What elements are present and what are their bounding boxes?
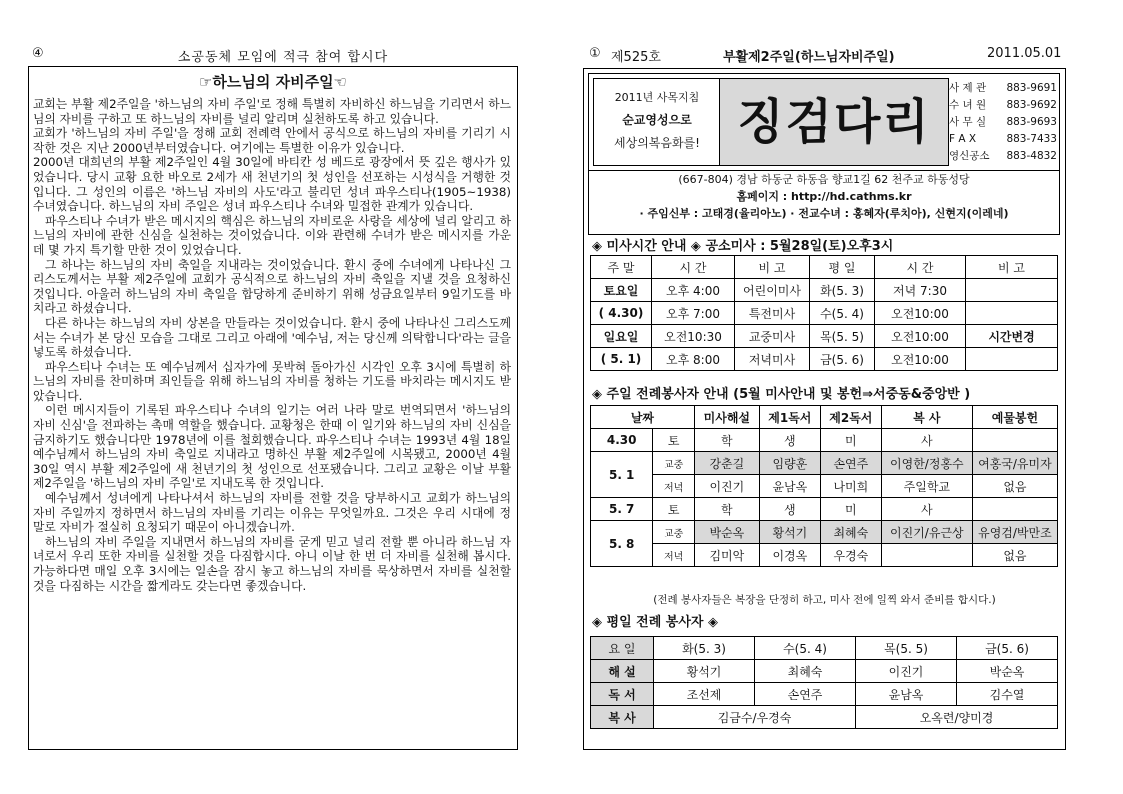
table-row: 4.30 토 학 생 미 사 bbox=[591, 429, 1058, 452]
table-header: 주 말 bbox=[591, 256, 652, 279]
article-paragraph: 2000년 대희년의 부활 제2주일인 4월 30일에 바티칸 성 베드로 광장에서 뜻 깊은 행사가 있었습니다. 당시 교황 요한 바오로 2세가 새 천년기의 첫 성인을 선포하는 시성식을 거행한 것입니다. 그 성인의 이름은 '하느님 자비의 사도'라고 불리던 성녀 파우스티나(1905~1938) 수녀였습니다. 하느님의 자비 주일은 성녀 파우스티나 수녀와 밀접한 관계가 있습니다. bbox=[33, 155, 511, 214]
contact-row: F A X 883-7433 bbox=[949, 133, 1057, 145]
parish-info bbox=[589, 170, 1059, 222]
issue-date: 2011.05.01 bbox=[987, 46, 1062, 61]
article-paragraph: 그 하나는 하느님의 자비 축일을 지내라는 것이었습니다. 환시 중에 수녀에게 나타나신 그리스도께서는 부활 제2주일에 교회가 공식적으로 하느님의 자비 축일을 지낼 것을 요청하신 것입니다. 아울러 하느님의 자비 축일을 합당하게 준비하기 위해 성금요일부터 9일기도를 바치라고 하셨습니다. bbox=[33, 257, 511, 316]
motto-line-1: 순교영성으로 bbox=[622, 113, 692, 127]
table-row: 일요일 오전10:30 교중미사 목(5. 5) 오전10:00 시간변경 bbox=[591, 325, 1058, 348]
homepage-link[interactable]: 홈페이지 : http://hd.cathms.kr bbox=[736, 190, 912, 203]
weekday-heading: ◈ 평일 전례 봉사자 ◈ bbox=[592, 615, 719, 630]
article-paragraph: 파우스티나 수녀가 받은 메시지의 핵심은 하느님의 자비로운 사랑을 세상에 널리 알리고 하느님의 자비에 관한 신심을 실천하는 것이었습니다. 이와 관련해 수녀가 받은 메시지를 가운데 몇 가지 특기할 만한 것이 있었습니다. bbox=[33, 213, 511, 257]
contact-row: 사 무 실 883-9693 bbox=[949, 116, 1057, 128]
liturgy-heading: ◈ 주일 전례봉사자 안내 (5월 미사안내 및 봉헌⇒서중동&중앙반 ) bbox=[592, 387, 971, 402]
server-note: (전례 봉사자들은 복장을 단정히 하고, 미사 전에 일찍 와서 준비를 합시다.) bbox=[653, 594, 996, 606]
left-page-number: ④ bbox=[32, 46, 44, 61]
bulletin-box bbox=[583, 68, 1066, 750]
table-header: 시 간 bbox=[652, 256, 735, 279]
table-row: 5. 7 토 학 생 미 사 bbox=[591, 498, 1058, 521]
article-body bbox=[33, 97, 511, 593]
table-row: 저녁 이진기 윤남옥 나미희 주일학교 없음 bbox=[591, 475, 1058, 498]
left-slogan: 소공동체 모임에 적극 참여 합시다 bbox=[177, 50, 389, 65]
table-row: 해 설 황석기 최혜숙 이진기 박순옥 bbox=[591, 660, 1058, 683]
table-row: 독 서 조선제 손연주 윤남옥 김수열 bbox=[591, 683, 1058, 706]
liturgy-table: 날짜 미사해설 제1독서 제2독서 복 사 예물봉헌 4.30 토 학 생 미 사 5. 1 교중 강춘길 임량훈 손연주 이영한/정홍수 여홍국/유미자 저녁 이진기 윤남옥 나미희 주일학교 없음 5. 7 토 학 생 미 사 5. 8 교중 박순옥 황석기 최혜숙 이진기/유근상 유영검/박만조 저녁 김미악 이경옥 우경숙 없음 bbox=[590, 405, 1058, 567]
table-header: 비 고 bbox=[735, 256, 810, 279]
masthead bbox=[588, 73, 1060, 235]
article-paragraph: 이런 메시지들이 기록된 파우스티나 수녀의 일기는 여러 나라 말로 번역되면서 '하느님의 자비 신심'을 전파하는 촉매 역할을 했습니다. 교황청은 한때 이 일기와 하느님의 자비 신심을 금지하기도 했습니다만 1978년에 이를 철회했습니다. 파우스티나 수녀는 1993년 4월 18일 예수님께서 하느님의 자비 축일로 지내라고 명하신 부활 제2주일에 시복됐고, 2000년 4월 30일 역시 부활 제2주일에 새 천년기의 첫 성인으로 선포됐습니다. 그리고 교황은 이날 부활 제2주일을 '하느님의 자비 주일'로 지내도록 한 것입니다. bbox=[33, 403, 511, 491]
mass-schedule-table bbox=[590, 255, 1058, 371]
clergy-info: · 주임신부 : 고태경(율리아노) · 전교수녀 : 홍혜자(루치아), 신현지(이레네) bbox=[639, 207, 1009, 220]
table-row: 저녁 김미악 이경옥 우경숙 없음 bbox=[591, 544, 1058, 567]
table-row: 토요일 오후 4:00 어린이미사 화(5. 3) 저녁 7:30 bbox=[591, 279, 1058, 302]
table-header: 비 고 bbox=[966, 256, 1058, 279]
contact-row: 수 녀 원 883-9692 bbox=[949, 99, 1057, 111]
article-paragraph: 다른 하나는 하느님의 자비 상본을 만들라는 것이었습니다. 환시 중에 나타나신 그리스도께서는 수녀가 본 당신 모습을 그대로 그리고 아래에 '예수님, 저는 당신께 의탁합니다'라는 글을 넣도록 하셨습니다. bbox=[33, 315, 511, 360]
motto-year: 2011년 사목지침 bbox=[614, 91, 700, 104]
article-title: ☞하느님의 자비주일☜ bbox=[198, 73, 348, 91]
pastoral-motto bbox=[593, 78, 721, 166]
motto-line-2: 세상의복음화를! bbox=[614, 136, 700, 150]
contact-list bbox=[949, 80, 1061, 165]
mass-heading: ◈ 미사시간 안내 ◈ 공소미사 : 5월28일(토)오후3시 bbox=[592, 239, 894, 254]
article-box bbox=[28, 66, 518, 750]
article-paragraph: 예수님께서 성녀에게 나타나셔서 하느님의 자비를 전할 것을 당부하시고 교회가 하느님의 자비 주일까지 정하면서 하느님의 자비를 기리는 이유는 무엇일까요. 그것은 우리 시대에 정말로 자비가 절실히 요청되기 때문이 아니겠습니까. bbox=[33, 491, 511, 535]
contact-row: 영신공소 883-4832 bbox=[949, 150, 1057, 162]
sunday-title: 부활제2주일(하느님자비주일) bbox=[723, 50, 895, 65]
table-row: ( 4.30) 오후 7:00 특전미사 수(5. 4) 오전10:00 bbox=[591, 302, 1058, 325]
article-paragraph: 교회는 부활 제2주일을 '하느님의 자비 주일'로 정해 특별히 자비하신 하느님을 기리면서 하느님의 자비를 구하고 또 하느님의 자비를 널리 알리며 실천하도록 하고 있습니다. bbox=[33, 97, 511, 126]
left-page-header bbox=[28, 44, 518, 66]
issue-number: 제525호 bbox=[611, 50, 661, 65]
right-page-number: ① bbox=[589, 46, 601, 61]
table-row: ( 5. 1) 오후 8:00 저녁미사 금(5. 6) 오전10:00 bbox=[591, 348, 1058, 371]
article-paragraph: 하느님의 자비 주일을 지내면서 하느님의 자비를 굳게 믿고 널리 전할 뿐 아니라 하느님 자녀로서 우리 또한 자비를 실천할 것을 다짐합시다. 아니 이날 한 번 더 자비를 실천해 봅시다. 가능하다면 매일 오후 3시에는 일손을 잠시 놓고 하느님의 자비를 묵상하면서 자비를 실천할 것을 다짐하는 시간을 짧게라도 갖는다면 좋겠습니다. bbox=[33, 534, 511, 593]
table-row: 요 일 화(5. 3) 수(5. 4) 목(5. 5) 금(5. 6) bbox=[591, 637, 1058, 660]
table-header: 시 간 bbox=[875, 256, 966, 279]
article-paragraph: 파우스티나 수녀는 또 예수님께서 십자가에 못박혀 돌아가신 시각인 오후 3시에 특별히 하느님의 자비를 찬미하며 죄인들을 위해 하느님의 자비를 청하는 기도를 바치라는 메시지도 받았습니다. bbox=[33, 359, 511, 403]
bulletin-title: 징검다리 bbox=[719, 78, 949, 166]
table-row: 5. 8 교중 박순옥 황석기 최혜숙 이진기/유근상 유영검/박만조 bbox=[591, 521, 1058, 544]
table-header: 평 일 bbox=[810, 256, 875, 279]
weekday-table bbox=[590, 636, 1058, 729]
right-page-header bbox=[585, 44, 1085, 66]
table-row: 5. 1 교중 강춘길 임량훈 손연주 이영한/정홍수 여홍국/유미자 bbox=[591, 452, 1058, 475]
contact-row: 사 제 관 883-9691 bbox=[949, 82, 1057, 94]
table-row: 복 사 김금수/우경숙 오옥련/양미경 bbox=[591, 706, 1058, 729]
parish-address: (667-804) 경남 하동군 하동읍 향교1길 62 천주교 하동성당 bbox=[589, 170, 1059, 188]
article-paragraph: 교회가 '하느님의 자비 주일'을 정해 교회 전례력 안에서 공식으로 하느님의 자비를 기리기 시작한 것은 지난 2000년부터였습니다. 여기에는 특별한 이유가 있습니다. bbox=[33, 126, 511, 155]
